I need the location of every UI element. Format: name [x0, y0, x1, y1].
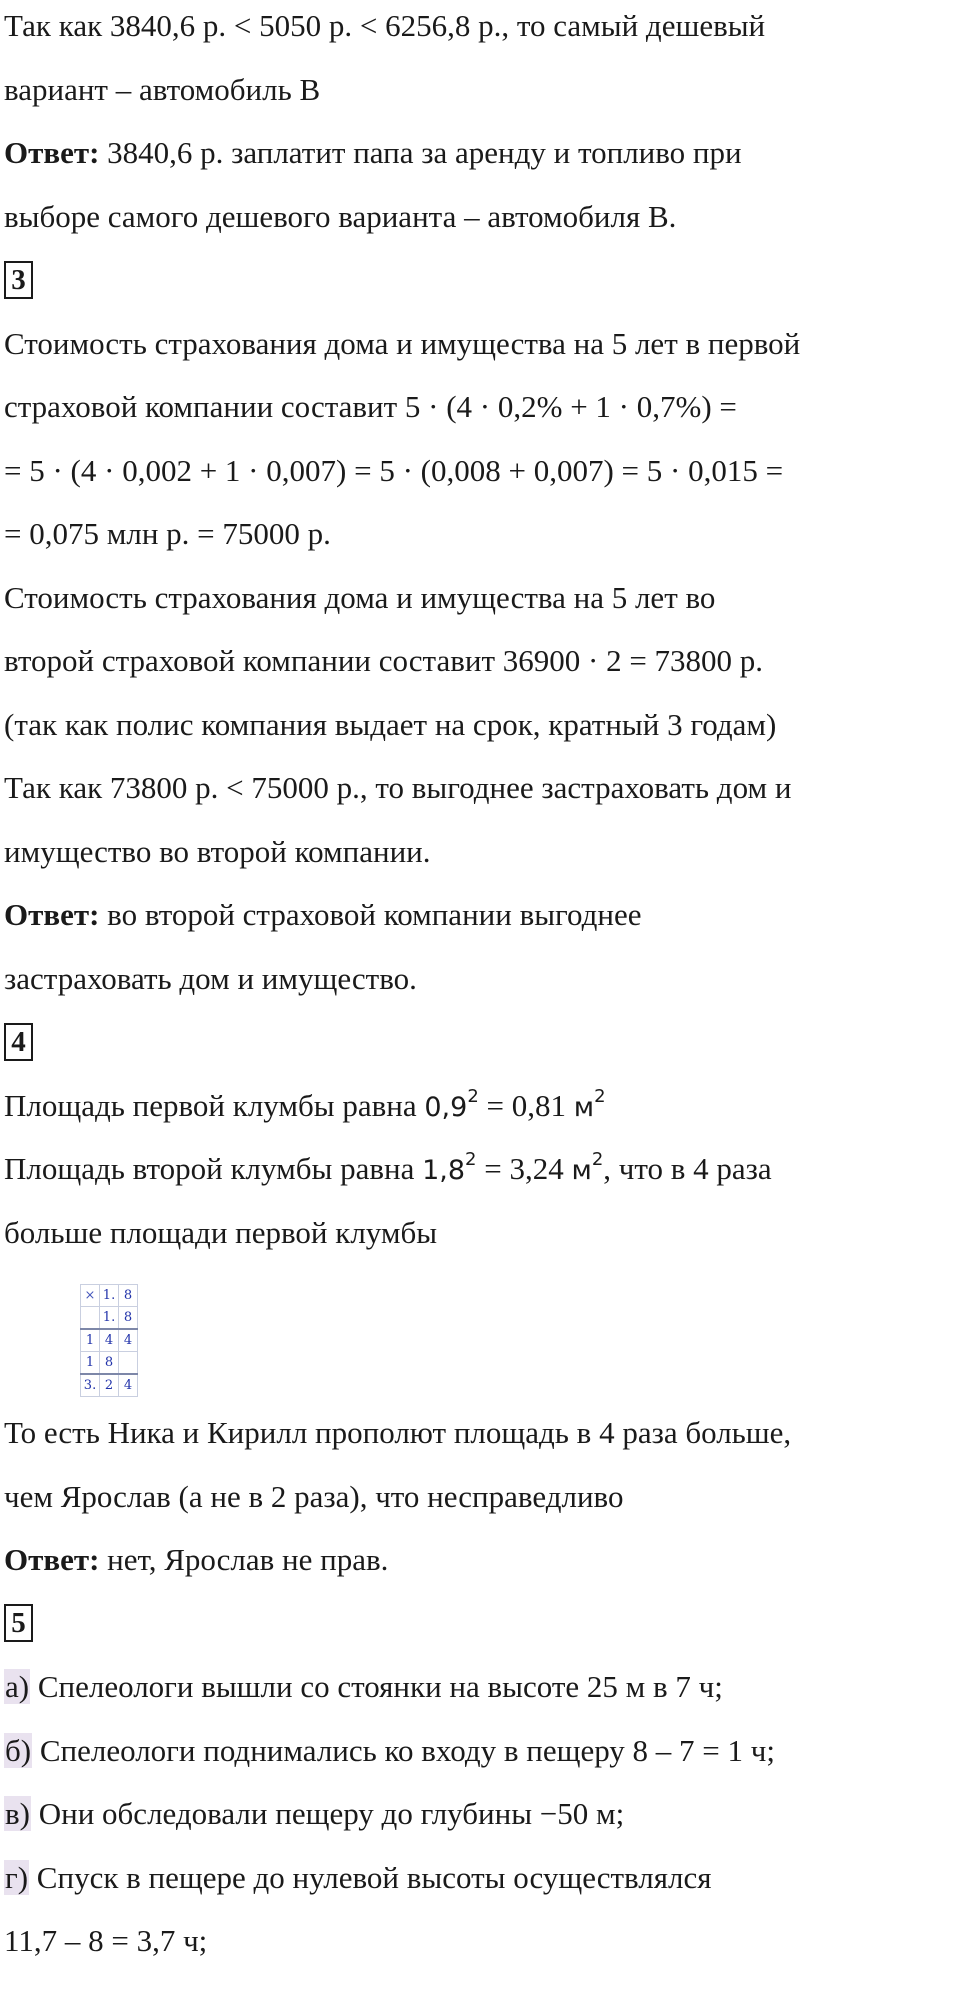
task-5-header: [4, 1592, 960, 1656]
area-value: 0,9: [424, 1091, 468, 1123]
mult-cell: [81, 1307, 100, 1330]
mult-cell: 2: [100, 1374, 119, 1397]
item-marker: в): [5, 1796, 30, 1831]
item-marker: б): [5, 1732, 32, 1768]
answer-label: Ответ:: [4, 897, 100, 932]
item-text: Спелеологи поднимались ко входу в пещеру 8 – 7 = 1 ч;: [32, 1732, 775, 1768]
answer-line: [4, 883, 960, 947]
unit-exponent: 2: [594, 1085, 606, 1107]
item-text: Спуск в пещере до нулевой высоты осуществлялся: [29, 1859, 712, 1895]
mult-cell: 1.: [100, 1285, 119, 1307]
text-line: = 0,075 млн р. = 75000 р.: [4, 516, 331, 551]
task-3-header: [4, 248, 960, 312]
area-result: = 0,81: [478, 1087, 574, 1123]
text-line: Стоимость страхования дома и имущества на 5 лет в первой: [4, 325, 801, 361]
answer-text: во второй страховой компании выгоднее: [99, 897, 642, 932]
mult-cell: 4: [100, 1329, 119, 1352]
area-text: , что в 4 раза: [603, 1151, 772, 1186]
list-item: [4, 1719, 960, 1783]
mult-cell: [119, 1352, 138, 1375]
unit: м: [573, 1091, 595, 1123]
list-item: [4, 1846, 960, 1910]
item-marker: а): [5, 1669, 30, 1704]
multiplication-figure: [4, 1264, 960, 1401]
text-line: страховой компании составит 5 · (4 · 0,2% + 1 · 0,7%) =: [4, 389, 737, 424]
text-line: То есть Ника и Кирилл прополют площадь в 4 раза больше,: [4, 1415, 792, 1450]
exponent: 2: [465, 1149, 477, 1170]
mult-cell: 1: [81, 1352, 100, 1375]
answer-text: нет, Ярослав не прав.: [99, 1542, 389, 1577]
task-number-box: 3: [4, 261, 33, 299]
answer-label: Ответ:: [4, 135, 100, 170]
task-number-box: 5: [4, 1604, 33, 1642]
unit-exponent: 2: [591, 1149, 604, 1170]
item-marker: г): [5, 1859, 29, 1895]
text-line: больше площади первой клумбы: [4, 1214, 438, 1250]
area-result: = 3,24: [476, 1151, 572, 1186]
text-line: чем Ярослав (а не в 2 раза), что несправедливо: [4, 1478, 624, 1514]
item-text: Они обследовали пещеру до глубины −50 м;: [30, 1796, 625, 1831]
text-line: Стоимость страхования дома и имущества на 5 лет во: [4, 579, 716, 615]
text-line: второй страховой компании составит 36900 · 2 = 73800 р.: [4, 643, 764, 678]
mult-cell: 8: [119, 1285, 138, 1307]
area-value: 1,8: [422, 1155, 466, 1186]
text-line: (так как полис компания выдает на срок, кратный 3 годам): [4, 706, 777, 742]
answer-line: выборе самого дешевого варианта – автомобиля B.: [4, 198, 677, 234]
answer-label: Ответ:: [4, 1542, 100, 1577]
text-line: = 5 · (4 · 0,002 + 1 · 0,007) = 5 · (0,008 + 0,007) = 5 · 0,015 =: [4, 452, 784, 488]
text-line: Так как 3840,6 р. < 5050 р. < 6256,8 р., то самый дешевый: [4, 8, 766, 43]
answer-line: [4, 1528, 960, 1592]
column-multiplication: [80, 1284, 138, 1397]
text-line: имущество во второй компании.: [4, 833, 431, 869]
mult-cell: 4: [119, 1374, 138, 1397]
mult-cell: 8: [100, 1352, 119, 1375]
mult-cell: 1: [81, 1329, 100, 1352]
mult-cell: 3.: [81, 1374, 100, 1397]
answer-line: застраховать дом и имущество.: [4, 960, 417, 996]
list-item: [4, 1782, 960, 1846]
area-text: Площадь первой клумбы равна: [4, 1087, 425, 1123]
mult-cell: 1.: [100, 1307, 119, 1330]
list-item: [4, 1655, 960, 1719]
answer-line: [4, 121, 960, 185]
text-line: вариант – автомобиль B: [4, 71, 321, 107]
exponent: 2: [467, 1085, 479, 1107]
item-text: Спелеологи вышли со стоянки на высоте 25 м в 7 ч;: [30, 1669, 723, 1704]
unit: м: [571, 1155, 592, 1186]
area-line-2: [4, 1137, 960, 1201]
task-number-box: 4: [4, 1023, 33, 1061]
text-line: 11,7 – 8 = 3,7 ч;: [4, 1923, 208, 1958]
task-4-header: [4, 1010, 960, 1074]
area-text: Площадь второй клумбы равна: [4, 1151, 423, 1186]
mult-cell: 8: [119, 1307, 138, 1330]
mult-cell: ×: [81, 1285, 100, 1307]
text-line: Так как 73800 р. < 75000 р., то выгоднее застраховать дом и: [4, 770, 792, 805]
answer-text: 3840,6 р. заплатит папа за аренду и топливо при: [99, 135, 742, 170]
area-line-1: [4, 1074, 960, 1138]
mult-cell: 4: [119, 1329, 138, 1352]
